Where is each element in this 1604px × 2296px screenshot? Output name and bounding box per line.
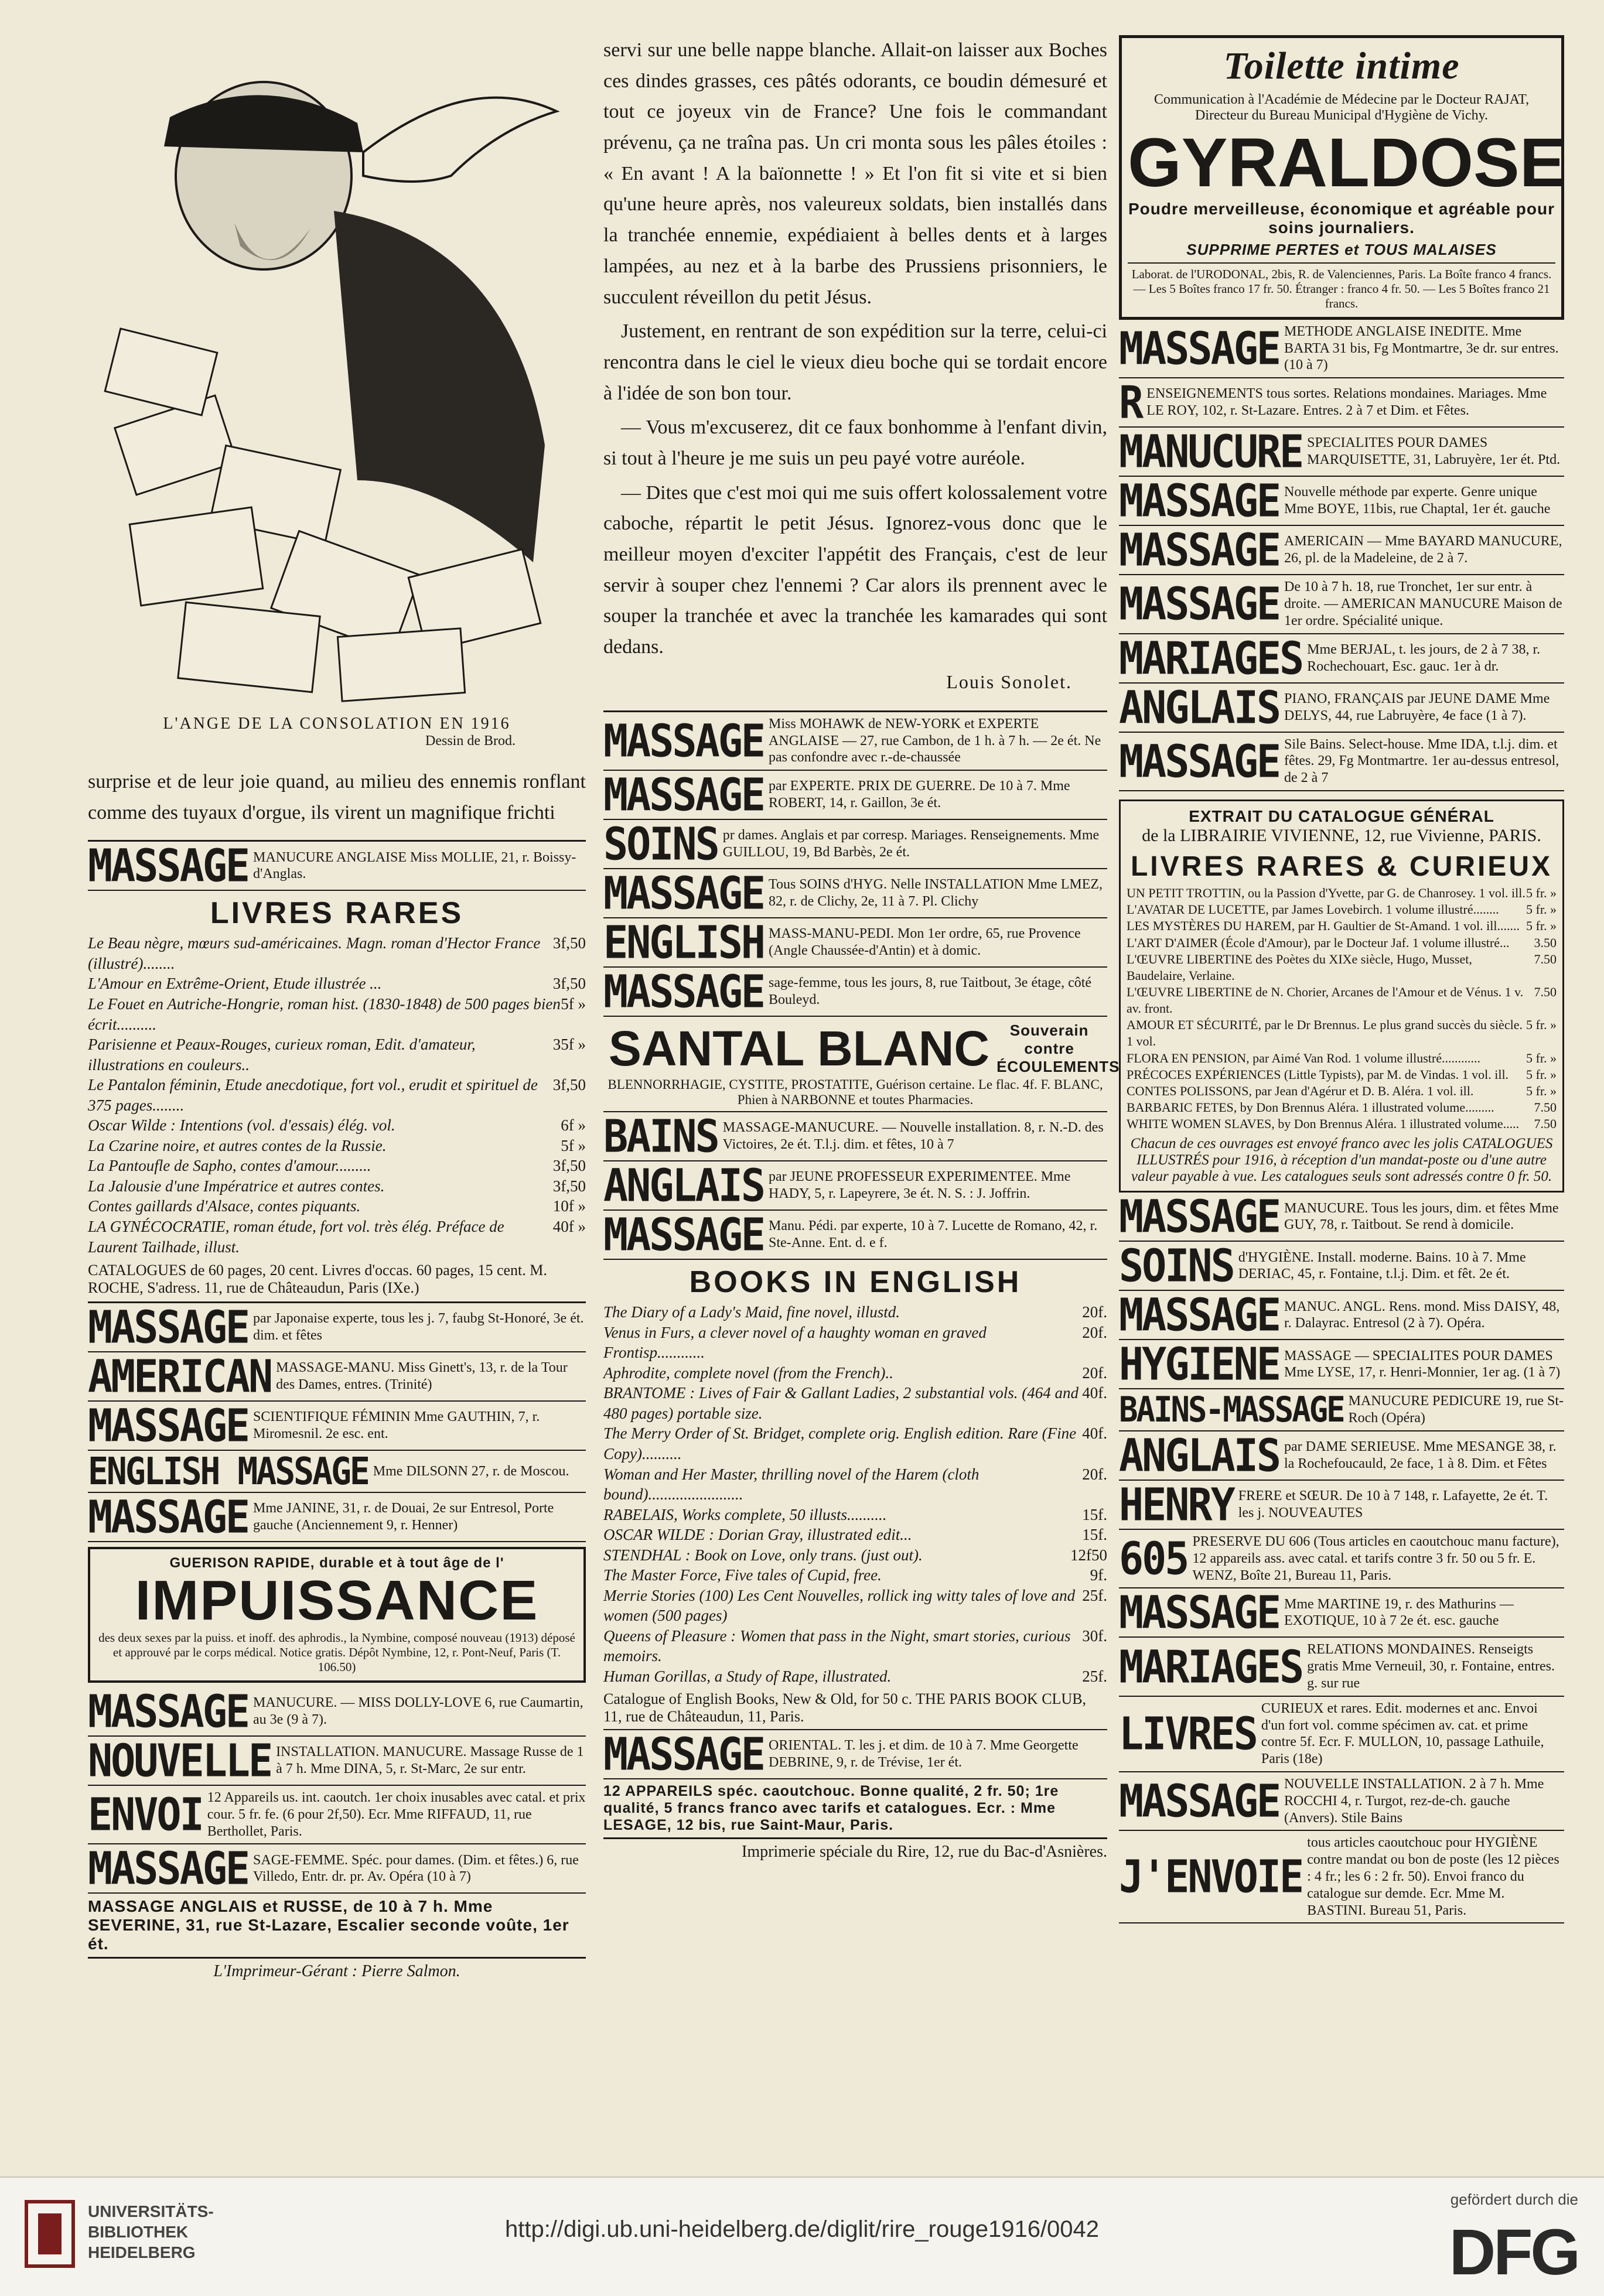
catalogue-notice: Catalogue of English Books, New & Old, for 50 c. THE PARIS BOOK CLUB, 11, rue de Châteaudun, 11, Paris. [603, 1687, 1107, 1730]
book-item: 40f. BRANTOME : Lives of Fair & Gallant Ladies, 2 substantial vols. (464 and 480 pages) portable size. [603, 1384, 1107, 1422]
book-item: 5 fr. » CONTES POLISSONS, par Jean d'Agérur et D. B. Aléra. 1 vol. ill. [1127, 1083, 1557, 1098]
book-item: 20f. Venus in Furs, a clever novel of a haughty woman en graved Frontisp............ [603, 1323, 1107, 1362]
gyraldose-lab: Laborat. de l'URODONAL, 2bis, R. de Valenciennes, Paris. La Boîte franco 4 francs. — Les 5 Boîtes franco 17 fr. 50. Étranger : franco 4 fr. 50. — Les 5 Boîtes franco 21 francs. [1128, 262, 1555, 311]
book-item: 6f » Oscar Wilde : Intentions (vol. d'essais) élég. vol. [88, 1116, 586, 1135]
book-item: 7.50 WHITE WOMEN SLAVES, by Don Brennus Aléra. 1 illustrated volume..... [1127, 1116, 1557, 1132]
dfg-logo: DFG [1449, 2216, 1578, 2288]
book-item: 40f. The Merry Order of St. Bridget, complete orig. English edition. Rare (Fine Copy).......... [603, 1424, 1107, 1463]
book-item: 7.50 L'ŒUVRE LIBERTINE des Poètes du XIXe siècle, Hugo, Musset, Baudelaire, Verlaine. [1127, 951, 1557, 983]
ad-santal-blanc [603, 1017, 1120, 1112]
book-item: 40f » LA GYNÉCOCRATIE, roman étude, fort vol. très élég. Préface de Laurent Tailhade, illust. [88, 1218, 586, 1256]
book-item: 20f. Aphrodite, complete novel (from the French).. [603, 1364, 1107, 1382]
ad: SOINS pr dames. Anglais et par corresp. Mariages. Renseignements. Mme GUILLOU, 19, Bd Barbès, 2e ét. [603, 820, 1107, 869]
ad: ENGLISH MASSAGE Mme DILSONN 27, r. de Moscou. [88, 1451, 586, 1493]
santal-headline: SANTAL BLANC [608, 1021, 990, 1077]
ad: HYGIENE MASSAGE — SPECIALITES POUR DAMES Mme LYSE, 17, r. Henri-Monnier, 1er ag. (1 à 7) [1119, 1340, 1564, 1389]
book-item: 3f,50 La Jalousie d'une Impératrice et autres contes. [88, 1177, 586, 1195]
book-item: 3f,50 L'Amour en Extrême-Orient, Etude illustrée ... [88, 975, 586, 993]
ad: MASSAGE MANUC. ANGL. Rens. mond. Miss DAISY, 48, r. Dalayrac. Entresol (2 à 7). Opéra. [1119, 1291, 1564, 1340]
illustration-caption: L'ANGE DE LA CONSOLATION EN 1916 [163, 715, 511, 733]
livres-rares-title: LIVRES RARES [210, 896, 464, 931]
book-item: 5 fr. » L'AVATAR DE LUCETTE, par James Lovebirch. 1 volume illustré........ [1127, 902, 1557, 917]
book-list [1127, 885, 1557, 1132]
ad: J'ENVOIE tous articles caoutchouc pour HYGIÈNE contre mandat ou bon de poste (les 12 pièces : 4 fr.; les 6 : 2 fr. 50). Envoi franco du catalogue sur demde. Ecr. Mme M. BASTINI. Bureau 51, Paris. [1119, 1831, 1564, 1923]
ad: MASSAGE NOUVELLE INSTALLATION. 2 à 7 h. Mme ROCCHI 4, r. Turgot, rez-de-ch. gauche (Anvers). Stile Bains [1119, 1772, 1564, 1831]
santal-sub: Souverain contre ÉCOULEMENTS [996, 1021, 1120, 1076]
book-item: 30f. Queens of Pleasure : Women that pass in the Night, smart stories, curious memoirs. [603, 1627, 1107, 1665]
book-item: 9f. The Master Force, Five tales of Cupid, free. [603, 1566, 1107, 1584]
santal-text: BLENNORRHAGIE, CYSTITE, PROSTATITE, Guérison certaine. Le flac. 4f. F. BLANC, Phien à NARBONNE et toutes Pharmacies. [608, 1077, 1103, 1108]
ad: MASSAGE par Japonaise experte, tous les j. 7, faubg St-Honoré, 3e ét. dim. et fêtes [88, 1303, 586, 1352]
book-item: 5 fr. » AMOUR ET SÉCURITÉ, par le Dr Brennus. Le plus grand succès du siècle. 1 vol. [1127, 1017, 1557, 1049]
toilette-communication: Communication à l'Académie de Médecine par le Docteur RAJAT, Directeur du Bureau Municipal d'Hygiène de Vichy. [1153, 92, 1530, 123]
ad-massage-anglais-russe: MASSAGE ANGLAIS et RUSSE, de 10 à 7 h. Mme SEVERINE, 31, rue St-Lazare, Escalier seconde voûte, 1er ét. [88, 1894, 586, 1959]
caricature-drawing [88, 35, 586, 715]
library-name: UNIVERSITÄTS- BIBLIOTHEK HEIDELBERG [88, 2202, 214, 2261]
gyraldose-tagline: SUPPRIME PERTES et TOUS MALAISES [1186, 240, 1497, 258]
imprimeur-gerant: L'Imprimeur-Gérant : Pierre Salmon. [213, 1962, 460, 1981]
digitization-footer [0, 2177, 1604, 2296]
ad: MASSAGE De 10 à 7 h. 18, rue Tronchet, 1er sur entr. à droite. — AMERICAN MANUCURE Maison de 1er ordre. Spécialité unique. [1119, 575, 1564, 634]
ad-impuissance [88, 1547, 586, 1683]
ad-impuissance-text: des deux sexes par la puiss. et inoff. des aphrodis., la Nymbine, composé nouveau (1913) déposé et approuvé par le corps médical. Notice gratis. Dépôt Nymbine, 12, r. Pont-Neuf, Paris (T. 106.50) [98, 1630, 575, 1674]
illustration-credit: Dessin de Brod. [425, 733, 516, 749]
book-list [603, 1302, 1107, 1686]
ad: MASSAGE sage-femme, tous les jours, 8, rue Taitbout, 3e étage, côté Bouleyd. [603, 968, 1107, 1017]
book-item: 15f. RABELAIS, Works complete, 50 illusts.......... [603, 1505, 1107, 1523]
ad-impuissance-headline: IMPUISSANCE [135, 1569, 539, 1632]
ad: MASSAGE par EXPERTE. PRIX DE GUERRE. De 10 à 7. Mme ROBERT, 14, r. Gaillon, 3e ét. [603, 771, 1107, 820]
ad: MARIAGES Mme BERJAL, t. les jours, de 2 à 7 38, r. Rochechouart, Esc. gauc. 1er à dr. [1119, 634, 1564, 684]
book-list [88, 933, 586, 1257]
ad: MANUCURE SPECIALITES POUR DAMES MARQUISETTE, 31, Labruyère, 1er ét. Ptd. [1119, 428, 1564, 477]
ad-appareils-lesage: 12 APPAREILS spéc. caoutchouc. Bonne qualité, 2 fr. 50; 1re qualité, 5 francs franco avec tarifs et catalogues. Ecr. : Mme LESAGE, 12 bis, rue Saint-Maur, Paris. [603, 1779, 1107, 1839]
ad: SOINS d'HYGIÈNE. Install. moderne. Bains. 10 à 7. Mme DERIAC, 45, r. Fontaine, t.l.j. Dim. et fêt. 2e ét. [1119, 1242, 1564, 1291]
book-item: 5f » La Czarine noire, et autres contes de la Russie. [88, 1136, 586, 1154]
ad: ENGLISH MASS-MANU-PEDI. Mon 1er ordre, 65, rue Provence (Angle Chaussée-d'Antin) et à domic. [603, 918, 1107, 968]
ad: BAINS MASSAGE-MANUCURE. — Nouvelle installation. 8, r. N.-D. des Victoires, 2e ét. T.l.j. dim. et fêtes, 10 à 7 [603, 1112, 1107, 1161]
ad: 605 PRESERVE DU 606 (Tous articles en caoutchouc manu facture), 12 appareils ass. avec catal. et tarifs contre 3 fr. 50 ou 5 fr. E. WENZ, Boîte 21, Bureau 11, Paris. [1119, 1530, 1564, 1588]
ad: MASSAGE MANUCURE. Tous les jours, dim. et fêtes Mme GUY, 78, r. Taitbout. Se rend à domicile. [1119, 1193, 1564, 1242]
newspaper-page [88, 35, 1564, 2155]
ad-text: MANUCURE ANGLAISE Miss MOLLIE, 21, r. Boissy-d'Anglas. [253, 849, 576, 882]
funded-by-label: gefördert durch die [1450, 2191, 1578, 2208]
imprimerie-notice: Imprimerie spéciale du Rire, 12, rue du Bac-d'Asnières. [742, 1842, 1107, 1861]
ad: MASSAGE Miss MOHAWK de NEW-YORK et EXPERTE ANGLAISE — 27, rue Cambon, de 1 h. à 7 h. — 2e ét. Ne pas confondre avec r.-de-chaussée [603, 712, 1107, 771]
book-item: 25f. Human Gorillas, a Study of Rape, illustrated. [603, 1667, 1107, 1685]
ad: MASSAGE ORIENTAL. T. les j. et dim. de 10 à 7. Mme Georgette DEBRINE, 9, r. de Trévise, 1er ét. [603, 1730, 1107, 1779]
column-right [1119, 35, 1564, 1923]
ad: MASSAGE Manu. Pédi. par experte, 10 à 7. Lucette de Romano, 42, r. Ste-Anne. Ent. d. e f. [603, 1211, 1107, 1260]
ad-gyraldose [1119, 35, 1564, 320]
livres-curieux-title: LIVRES RARES & CURIEUX [1130, 851, 1553, 883]
column-left [88, 35, 586, 1981]
ad: NOUVELLE INSTALLATION. MANUCURE. Massage Russe de 1 à 7 h. Mme DINA, 5, r. St-Marc, 2e sur entr. [88, 1737, 586, 1786]
ad: MASSAGE SCIENTIFIQUE FÉMININ Mme GAUTHIN, 7, r. Miromesnil. 2e esc. ent. [88, 1402, 586, 1451]
article-continuation: surprise et de leur joie quand, au milieu des ennemis ronflant comme des tuyaux d'orgue, ils virent un magnifique frichti [88, 771, 586, 824]
book-item: 20f. Woman and Her Master, thrilling novel of the Harem (cloth bound)........................ [603, 1465, 1107, 1504]
extrait-subtitle: de la LIBRAIRIE VIVIENNE, 12, rue Vivienne, PARIS. [1142, 826, 1541, 846]
book-item: 3f,50 La Pantoufle de Sapho, contes d'amour......... [88, 1157, 586, 1175]
ad-headline: MASSAGE [88, 839, 249, 893]
book-item: 5 fr. » FLORA EN PENSION, par Aimé Van Rod. 1 volume illustré............ [1127, 1050, 1557, 1065]
book-item: 12f50 STENDHAL : Book on Love, only trans. (just out). [603, 1546, 1107, 1564]
ad-impuissance-top: GUERISON RAPIDE, durable et à tout âge de l' [169, 1555, 504, 1571]
ad: AMERICAN MASSAGE-MANU. Miss Ginett's, 13, r. de la Tour des Dames, entres. (Trinité) [88, 1352, 586, 1402]
ad: MASSAGE Tous SOINS d'HYG. Nelle INSTALLATION Mme LMEZ, 82, r. de Clichy, 2e, 11 à 7. Pl. Clichy [603, 869, 1107, 918]
paragraph: — Dites que c'est moi qui me suis offert kolossalement votre caboche, répartit le petit Jésus. Ignorez-vous donc que le meilleur moyen d'exciter l'appétit des Français, c'est de leur servir à souper chez l'ennemi ? Car alors ils prennent avec le souper la tranchée et avec la tranchée les kamarades qui sont dedans. [603, 481, 1107, 658]
article-body [603, 35, 1107, 663]
books-in-english-title: BOOKS IN ENGLISH [689, 1265, 1022, 1300]
book-item: 25f. Merrie Stories (100) Les Cent Nouvelles, rollick ing witty tales of love and women (500 pages) [603, 1586, 1107, 1625]
ad: ANGLAIS par JEUNE PROFESSEUR EXPERIMENTEE. Mme HADY, 5, r. Lapeyrere, 3e ét. N. S. : J. Joffrin. [603, 1161, 1107, 1211]
illustration [88, 35, 586, 715]
book-item: 3.50 L'ART D'AIMER (École d'Amour), par le Docteur Jaf. 1 volume illustré... [1127, 935, 1557, 950]
ad: MASSAGE SAGE-FEMME. Spéc. pour dames. (Dim. et fêtes.) 6, rue Villedo, Entr. dr. pr. Av. Opéra (10 à 7) [88, 1844, 586, 1894]
ad: MASSAGE MANUCURE. — MISS DOLLY-LOVE 6, rue Caumartin, au 3e (9 à 7). [88, 1687, 586, 1737]
ad: ANGLAIS par DAME SERIEUSE. Mme MESANGE 38, r. la Rochefoucauld, 2e face, 1 à 8. Dim. et Fêtes [1119, 1431, 1564, 1481]
ad: ENVOI 12 Appareils us. int. caoutch. 1er choix inusables avec catal. et prix cour. 5 fr. fe. (6 pour 2f,50). Ecr. Mme RIFFAUD, 11, rue Berthollet, Paris. [88, 1786, 586, 1844]
book-item: 20f. The Diary of a Lady's Maid, fine novel, illustd. [603, 1303, 1107, 1321]
chacun-notice: Chacun de ces ouvrages est envoyé franco avec les jolis CATALOGUES ILLUSTRÉS pour 1916, à réception d'un mandat-poste ou d'une autre valeur payable à vue. Les catalogues seuls sont adressés contre 0 fr. 50. [1130, 1136, 1553, 1185]
ad: HENRY FRERE et SŒUR. De 10 à 7 148, r. Lafayette, 2e ét. T. les j. NOUVEAUTES [1119, 1481, 1564, 1530]
extrait-title: EXTRAIT DU CATALOGUE GÉNÉRAL [1189, 807, 1494, 826]
ad: MASSAGE Mme JANINE, 31, r. de Douai, 2e sur Entresol, Porte gauche (Anciennement 9, r. Henner) [88, 1493, 586, 1542]
ad: MASSAGE Mme MARTINE 19, r. des Mathurins — EXOTIQUE, 10 à 7 2e ét. esc. gauche [1119, 1588, 1564, 1638]
ad: ANGLAIS PIANO, FRANÇAIS par JEUNE DAME Mme DELYS, 44, rue Labruyère, 4e face (1 à 7). [1119, 684, 1564, 733]
gyraldose-headline: GYRALDOSE [1128, 124, 1566, 201]
book-item: 10f » Contes gaillards d'Alsace, contes piquants. [88, 1197, 586, 1215]
book-item: 5 fr. » UN PETIT TROTTIN, ou la Passion d'Yvette, par G. de Chanrosey. 1 vol. ill. [1127, 886, 1557, 901]
book-item: 35f » Parisienne et Peaux-Rouges, curieux roman, Edit. d'amateur, illustrations en couleurs.. [88, 1036, 586, 1074]
toilette-intime-title: Toilette intime [1223, 45, 1460, 87]
paragraph: — Vous m'excuserez, dit ce faux bonhomme à l'enfant divin, si tout à l'heure je me suis un peu payé votre auréole. [603, 416, 1107, 469]
book-item: 7.50 BARBARIC FETES, by Don Brennus Aléra. 1 illustrated volume......... [1127, 1100, 1557, 1115]
column-middle [603, 35, 1120, 1861]
ad: R ENSEIGNEMENTS tous sortes. Relations mondaines. Mariages. Mme LE ROY, 102, r. St-Lazare. Entres. 2 à 7 et Dim. et Fêtes. [1119, 378, 1564, 428]
ad: MASSAGE AMERICAIN — Mme BAYARD MANUCURE, 26, pl. de la Madeleine, de 2 à 7. [1119, 526, 1564, 575]
librairie-vivienne-catalogue [1119, 800, 1564, 1193]
gyraldose-sub: Poudre merveilleuse, économique et agréable pour soins journaliers. [1128, 199, 1555, 237]
ad: MARIAGES RELATIONS MONDAINES. Renseigts gratis Mme Verneuil, 30, r. Fontaine, entres. g. sur rue [1119, 1638, 1564, 1696]
ad: MASSAGE Nouvelle méthode par experte. Genre unique Mme BOYE, 11bis, rue Chaptal, 1er ét. gauche [1119, 477, 1564, 526]
book-item: 7.50 L'ŒUVRE LIBERTINE de N. Chorier, Arcanes de l'Amour et de Vénus. 1 v. av. front. [1127, 985, 1557, 1016]
book-item: 3f,50 Le Beau nègre, mœurs sud-américaines. Magn. roman d'Hector France (illustré)........ [88, 934, 586, 972]
book-item: 3f,50 Le Pantalon féminin, Etude anecdotique, fort vol., erudit et spirituel de 375 pages........ [88, 1076, 586, 1114]
book-item: 5 fr. » LES MYSTÈRES DU HAREM, par H. Gaultier de St-Amand. 1 vol. ill....... [1127, 918, 1557, 934]
ad: LIVRES CURIEUX et rares. Edit. modernes et anc. Envoi d'un fort vol. comme spécimen av. cat. et prime contre 5f. Ecr. F. MULLON, 10, passage Lathuile, Paris (18e) [1119, 1697, 1564, 1772]
book-item: 5f » Le Fouet en Autriche-Hongrie, roman hist. (1830-1848) de 500 pages bien écrit.......... [88, 995, 586, 1033]
source-url-link[interactable]: http://digi.ub.uni-heidelberg.de/diglit/rire_rouge1916/0042 [504, 2216, 1100, 2242]
book-item: 5 fr. » PRÉCOCES EXPÉRIENCES (Little Typists), par M. de Vindas. 1 vol. ill. [1127, 1067, 1557, 1082]
paragraph: servi sur une belle nappe blanche. Allait-on laisser aux Boches ces dindes grasses, ces pâtés odorants, ce boudin démesuré et tout ce joyeux vin de France? Une fois le commandant prévenu, ça ne traîna pas. Un cri monta sous les pâles étoiles : « En avant ! A la baïonnette ! » Et l'on fit si vite et si bien qu'une heure après, nos valeureux soldats, bien installés dans la tranchée ennemie, expédiaient à belles dents et à larges lampées, au nez et à la barbe des Prussiens prisonniers, le succulent réveillon du petit Jésus. [603, 39, 1107, 308]
book-item: 15f. OSCAR WILDE : Dorian Gray, illustrated edit... [603, 1526, 1107, 1544]
paragraph: Justement, en rentrant de son expédition sur la terre, celui-ci rencontra dans le ciel le vieux dieu boche qui se tordait encore à l'idée de son bon tour. [603, 320, 1107, 404]
ad-massage-mollie [88, 839, 586, 893]
ad: MASSAGE Sile Bains. Select-house. Mme IDA, t.l.j. dim. et fêtes. 29, Fg Montmartre. 1er au-dessus entresol, de 2 à 7 [1119, 733, 1564, 791]
ad: BAINS-MASSAGE MANUCURE PEDICURE 19, rue St-Roch (Opéra) [1119, 1389, 1564, 1431]
article-author: Louis Sonolet. [946, 671, 1072, 692]
catalogues-notice: CATALOGUES de 60 pages, 20 cent. Livres d'occas. 60 pages, 15 cent. M. ROCHE, S'adress. 11, rue de Châteaudun, Paris (IXe.) [88, 1257, 586, 1303]
ad: MASSAGE METHODE ANGLAISE INEDITE. Mme BARTA 31 bis, Fg Montmartre, 3e dr. sur entres. (10 à 7) [1119, 320, 1564, 378]
